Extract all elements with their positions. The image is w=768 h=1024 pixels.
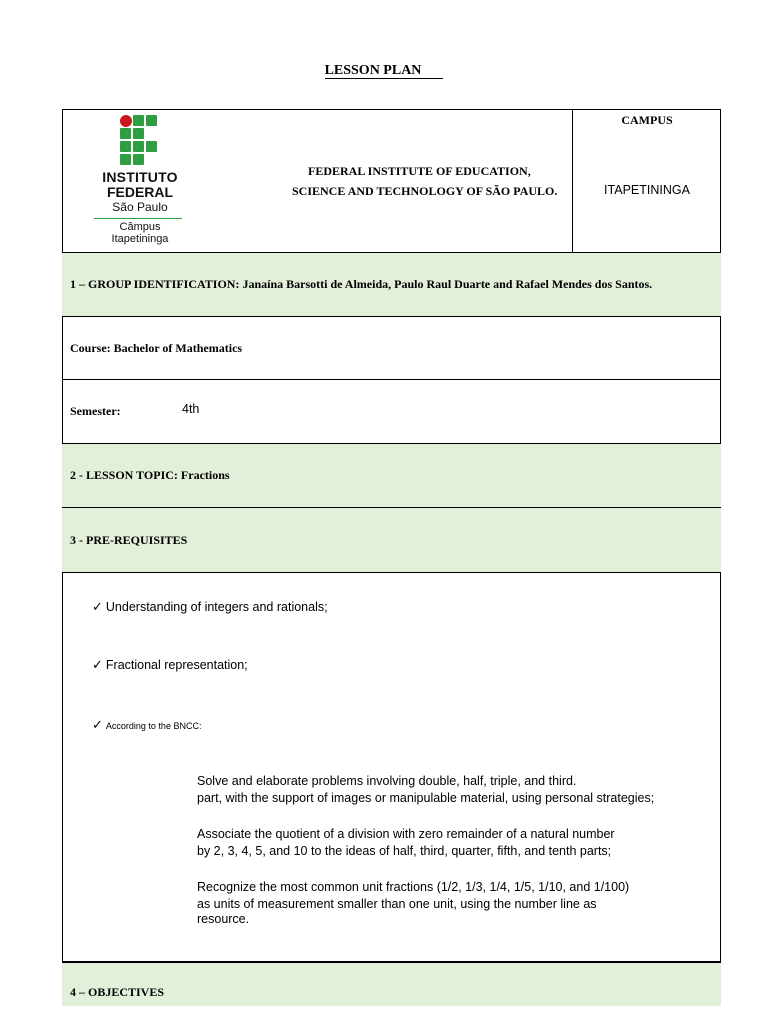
logo-divider [94, 218, 182, 219]
logo-text-campus: Câmpus [119, 221, 161, 233]
objectives-heading: 4 – OBJECTIVES [70, 985, 165, 999]
objectives-row [62, 961, 721, 1006]
institution-name [292, 161, 582, 201]
prerequisite-item: ✓ Understanding of integers and rationals; [92, 599, 328, 614]
logo-text-federal: FEDERAL [106, 184, 174, 200]
bncc-skill: Associate the quotient of a division with zero remainder of a natural number by 2, 3, 4, 5, and 10 to the ideas of half, third, quarter, fifth, and tenth parts; [197, 827, 615, 858]
semester-row [62, 379, 721, 443]
course-row [62, 316, 721, 379]
logo-text-sao-paulo: São Paulo [112, 200, 168, 214]
document-title: LESSON PLAN [0, 63, 768, 79]
institution-line-1: FEDERAL INSTITUTE OF EDUCATION, [308, 164, 531, 178]
prerequisite-item: ✓ Fractional representation; [92, 657, 248, 672]
campus-label: CAMPUS [621, 113, 673, 127]
prerequisites-divider [62, 572, 721, 573]
prerequisite-item: ✓ According to the BNCC: [92, 717, 202, 732]
prerequisites-heading: 3 - PRE-REQUISITES [70, 532, 188, 547]
check-icon: ✓ [92, 599, 103, 614]
check-icon: ✓ [92, 717, 103, 732]
lesson-topic: 2 - LESSON TOPIC: Fractions [70, 468, 230, 482]
institution-line-2: SCIENCE AND TECHNOLOGY OF SÃO PAULO. [292, 184, 558, 198]
group-identification: 1 – GROUP IDENTIFICATION: Janaína Barsotti de Almeida, Paulo Raul Duarte and Rafael Mendes dos Santos. [70, 277, 653, 291]
campus-value: ITAPETININGA [604, 183, 690, 197]
logo-text-itapetininga: Itapetininga [111, 233, 169, 245]
semester-value: 4th [182, 402, 200, 416]
semester-label: Semester: [70, 404, 121, 418]
campus-divider [572, 109, 573, 252]
logo-squares-icon [120, 115, 160, 165]
logo-text-instituto: INSTITUTO [102, 169, 178, 185]
bncc-skill: Solve and elaborate problems involving double, half, triple, and third. part, with the support of images or manipulable material, using personal strategies; [197, 774, 655, 805]
group-identification-row [62, 252, 721, 316]
course: Course: Bachelor of Mathematics [70, 340, 243, 355]
lesson-plan-table [62, 109, 721, 1006]
prerequisites-row [62, 507, 721, 572]
check-icon: ✓ [92, 657, 103, 672]
institute-logo [90, 115, 190, 245]
lesson-topic-row [62, 443, 721, 507]
bncc-skill: Recognize the most common unit fractions (1/2, 1/3, 1/4, 1/5, 1/10, and 1/100) as units of measurement smaller than one unit, using the number line as resource. [197, 880, 630, 926]
